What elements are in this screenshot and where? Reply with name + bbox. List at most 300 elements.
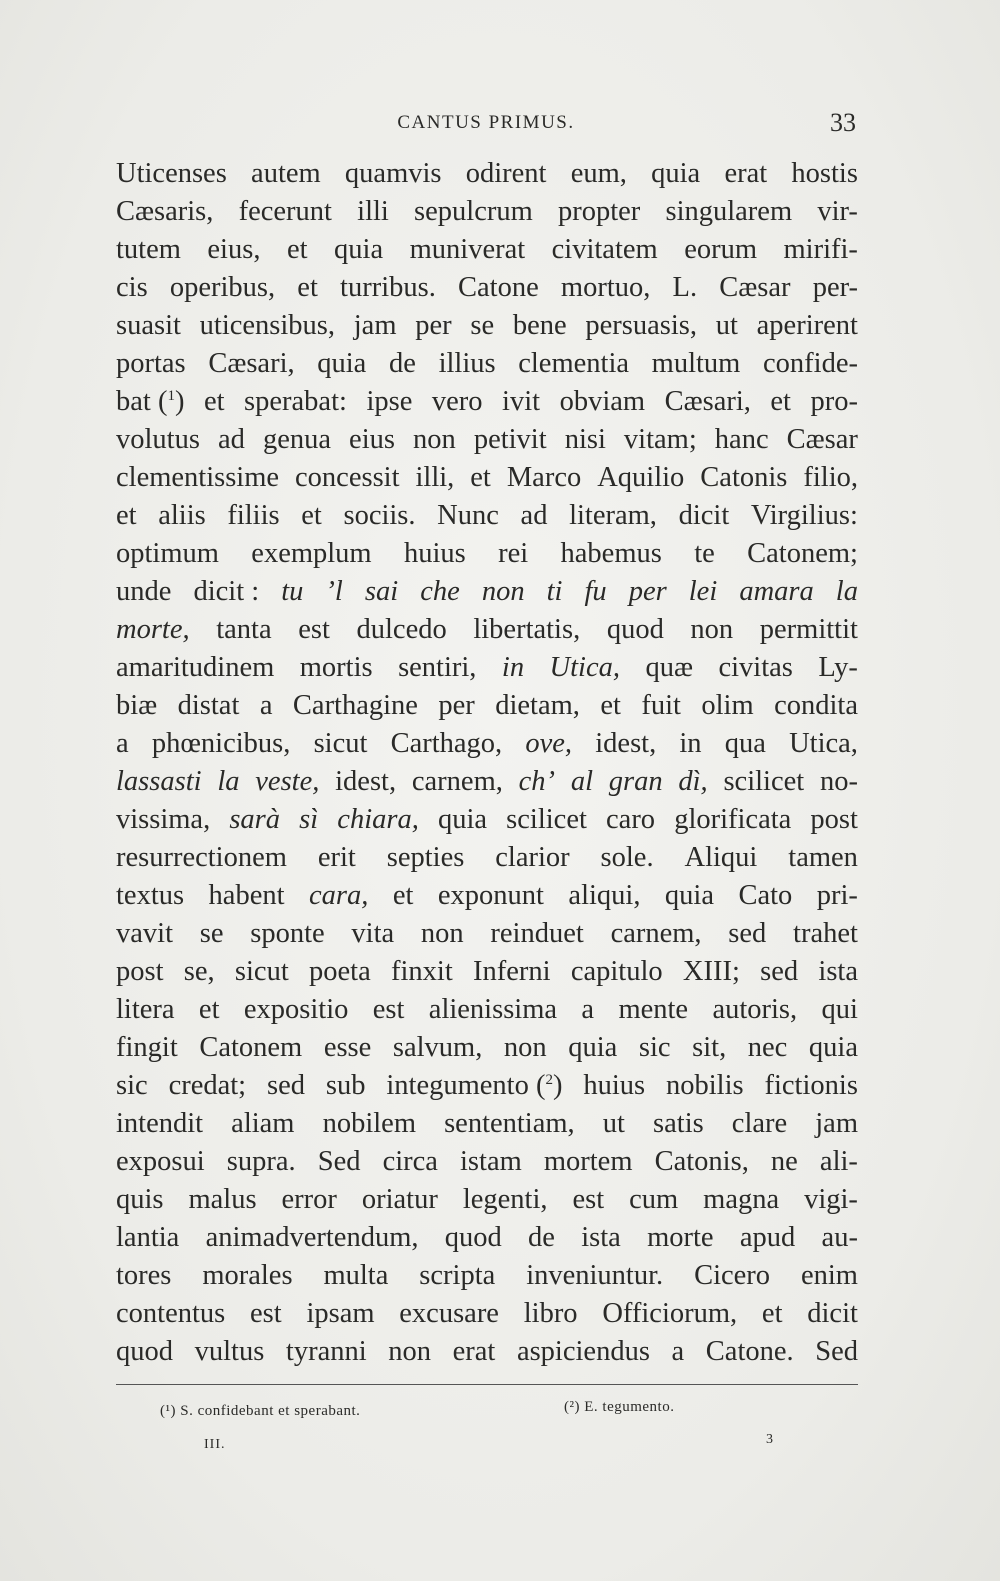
text-line xyxy=(116,1105,858,1143)
word: non xyxy=(388,1336,431,1367)
word: autoris, xyxy=(712,994,798,1025)
word: Catone. xyxy=(705,1336,794,1367)
word: persuasis, xyxy=(585,310,698,341)
word: a xyxy=(259,690,273,721)
word: sperabat: xyxy=(244,386,347,417)
word: septies xyxy=(386,842,465,873)
word: literam, xyxy=(569,500,657,531)
word: Cæsaris, xyxy=(116,196,214,227)
word: Sed xyxy=(317,1146,361,1177)
word: lantia xyxy=(116,1222,180,1253)
word: carnem, xyxy=(411,766,503,797)
word: volutus xyxy=(116,424,200,455)
word: fecerunt xyxy=(238,196,332,227)
text-line xyxy=(116,497,858,535)
word: veste, xyxy=(255,766,320,797)
word: nisi xyxy=(564,424,606,455)
word: sic xyxy=(638,1032,671,1063)
word: mirifi- xyxy=(783,234,858,265)
word: sepulcrum xyxy=(414,196,533,227)
word: et xyxy=(392,880,414,911)
word: quia xyxy=(568,1032,618,1063)
word: pri- xyxy=(816,880,858,911)
word: resurrectionem xyxy=(116,842,287,873)
word: vitam; xyxy=(623,424,697,455)
word: est xyxy=(250,1298,282,1329)
word: vero xyxy=(431,386,483,417)
word: permittit xyxy=(759,614,858,645)
word: Uticenses xyxy=(116,158,227,189)
word: non xyxy=(420,918,464,949)
text-line xyxy=(116,915,858,953)
word: filio, xyxy=(803,462,858,493)
word: pro- xyxy=(810,386,858,417)
text-line xyxy=(116,1143,858,1181)
word: quod xyxy=(116,1336,173,1367)
word: dicit xyxy=(807,1298,858,1329)
word: Utica, xyxy=(549,652,620,683)
text-line xyxy=(116,1181,858,1219)
word: fictionis xyxy=(764,1070,858,1101)
word: ti xyxy=(546,576,563,607)
word: integumento ($^2$) xyxy=(386,1070,563,1101)
word: bat ($^1$) xyxy=(116,386,185,417)
word: et xyxy=(203,386,225,417)
word: vavit xyxy=(116,918,173,949)
word: scilicet xyxy=(506,804,587,835)
word: propter xyxy=(557,196,641,227)
word: sarà xyxy=(229,804,281,835)
word: et xyxy=(600,690,621,721)
word: Cæsari, xyxy=(664,386,751,417)
word: dicit xyxy=(678,500,730,531)
word: sic xyxy=(116,1070,148,1101)
word: sole. xyxy=(600,842,654,873)
word: Sed xyxy=(815,1336,858,1367)
word: vir- xyxy=(817,196,858,227)
text-line xyxy=(116,1295,858,1333)
word: Cæsar xyxy=(786,424,858,455)
word: Catonis xyxy=(700,462,788,493)
word: tanta xyxy=(216,614,272,645)
word: erit xyxy=(317,842,356,873)
word: ipsam xyxy=(306,1298,375,1329)
word: tamen xyxy=(788,842,858,873)
word: sed xyxy=(728,918,767,949)
word: quæ xyxy=(645,652,693,683)
footnote-marker: 2 xyxy=(545,1072,553,1088)
word: sponte xyxy=(250,918,325,949)
word: in xyxy=(501,652,525,683)
word: exemplum xyxy=(251,538,372,569)
text-line xyxy=(116,877,858,915)
text-line xyxy=(116,649,858,687)
text-line xyxy=(116,611,858,649)
word: quod xyxy=(606,614,664,645)
word: Ly- xyxy=(818,652,858,683)
word: ut xyxy=(602,1108,625,1139)
word: exponunt xyxy=(437,880,544,911)
word: salvum, xyxy=(392,1032,483,1063)
word: tyranni xyxy=(285,1336,367,1367)
text-line xyxy=(116,1257,858,1295)
text-line xyxy=(116,573,858,611)
word: Catonem; xyxy=(747,538,858,569)
word: quia xyxy=(334,234,384,265)
word: mortis xyxy=(299,652,373,683)
word: eius xyxy=(349,424,395,455)
word: aliis xyxy=(158,500,206,531)
word: Catone xyxy=(458,272,539,303)
word: sociis. xyxy=(343,500,416,531)
word: carnem, xyxy=(610,918,702,949)
word: et xyxy=(470,462,491,493)
word: se, xyxy=(183,956,215,987)
word: eius, xyxy=(207,234,261,265)
text-line xyxy=(116,1219,858,1257)
word: esse xyxy=(323,1032,372,1063)
footnote-marker: 1 xyxy=(167,388,175,404)
word: jam xyxy=(815,1108,858,1139)
word: non xyxy=(503,1032,547,1063)
word: circa xyxy=(382,1146,438,1177)
word: eorum xyxy=(684,234,758,265)
word: L. xyxy=(672,272,698,303)
word: aliam xyxy=(231,1108,295,1139)
word: libertatis, xyxy=(473,614,581,645)
word: multum xyxy=(651,348,741,379)
word: Cato xyxy=(738,880,793,911)
text-line xyxy=(116,421,858,459)
word: credat; xyxy=(168,1070,247,1101)
word: portas xyxy=(116,348,186,379)
word: che xyxy=(420,576,460,607)
word: istam xyxy=(460,1146,522,1177)
word: sub xyxy=(325,1070,366,1101)
word: sai xyxy=(364,576,399,607)
word: civitatem xyxy=(551,234,658,265)
footnote-1: (¹) S. confidebant et sperabant. xyxy=(160,1403,361,1419)
word: morales xyxy=(202,1260,293,1291)
word: de xyxy=(528,1222,555,1253)
word: sed xyxy=(266,1070,305,1101)
page-number: 33 xyxy=(830,108,856,137)
word: turribus. xyxy=(340,272,436,303)
word: quis xyxy=(116,1184,164,1215)
word: aperirent xyxy=(756,310,858,341)
word: al xyxy=(570,766,593,797)
word: dulcedo xyxy=(356,614,447,645)
word: genua xyxy=(262,424,331,455)
word: ali- xyxy=(819,1146,858,1177)
word: te xyxy=(694,538,715,569)
word: Virgilius: xyxy=(750,500,858,531)
word: tu xyxy=(281,576,304,607)
word: capitulo xyxy=(570,956,663,987)
word: au- xyxy=(821,1222,858,1253)
word: alienissima xyxy=(428,994,558,1025)
word: multa xyxy=(323,1260,389,1291)
text-line xyxy=(116,801,858,839)
page-header xyxy=(116,108,856,138)
word: phœnicibus, xyxy=(151,728,291,759)
word: vissima, xyxy=(116,804,211,835)
word: filiis xyxy=(227,500,280,531)
text-line xyxy=(116,535,858,573)
word: dì, xyxy=(678,766,708,797)
word: singularem xyxy=(665,196,793,227)
word: reinduet xyxy=(490,918,584,949)
word: libro xyxy=(523,1298,578,1329)
text-line xyxy=(116,155,858,193)
word: fuit xyxy=(641,690,681,721)
word: ista xyxy=(818,956,858,987)
word: in xyxy=(679,728,702,759)
word: olim xyxy=(701,690,754,721)
word: mortem xyxy=(543,1146,633,1177)
word: quia xyxy=(664,880,714,911)
word: suasit xyxy=(116,310,181,341)
word: Utica, xyxy=(789,728,858,759)
word: sed xyxy=(760,956,799,987)
text-line xyxy=(116,1333,858,1371)
word: la xyxy=(217,766,240,797)
word: hanc xyxy=(714,424,769,455)
word: ad xyxy=(217,424,245,455)
word: vultus xyxy=(194,1336,265,1367)
word: oriatur xyxy=(361,1184,438,1215)
word: petivit xyxy=(473,424,547,455)
word: erat xyxy=(724,158,768,189)
text-line xyxy=(116,763,858,801)
word: illi xyxy=(357,196,389,227)
word: et xyxy=(198,994,220,1025)
word: se xyxy=(470,310,495,341)
word: expositio xyxy=(243,994,349,1025)
word: et xyxy=(761,1298,783,1329)
word: quia xyxy=(317,348,367,379)
word: per- xyxy=(812,272,858,303)
word: fu xyxy=(584,576,607,607)
word: rei xyxy=(498,538,529,569)
word: civitas xyxy=(718,652,793,683)
word: finxit xyxy=(391,956,453,987)
word: ad xyxy=(520,500,548,531)
word: est xyxy=(572,1184,605,1215)
word: a xyxy=(581,994,595,1025)
word: et xyxy=(286,234,308,265)
word: nobilem xyxy=(322,1108,416,1139)
word: aspiciendus xyxy=(516,1336,650,1367)
word: trahet xyxy=(793,918,858,949)
text-line xyxy=(116,193,858,231)
word: aliqui, xyxy=(568,880,641,911)
word: clementissime xyxy=(116,462,280,493)
word: post xyxy=(810,804,858,835)
word: amara xyxy=(739,576,814,607)
word: enim xyxy=(800,1260,858,1291)
word: chiara, xyxy=(337,804,419,835)
word: qua xyxy=(724,728,766,759)
word: concessit xyxy=(295,462,400,493)
running-head: CANTUS PRIMUS. xyxy=(397,112,575,133)
word: sì xyxy=(299,804,319,835)
word: bene xyxy=(512,310,567,341)
word: morte xyxy=(647,1222,714,1253)
word: morte, xyxy=(116,614,190,645)
word: textus xyxy=(116,880,185,911)
word: dicit : xyxy=(193,576,260,607)
word: per xyxy=(628,576,667,607)
word: a xyxy=(116,728,129,759)
text-line xyxy=(116,459,858,497)
word: obviam xyxy=(559,386,646,417)
text-line xyxy=(116,307,858,345)
word: per xyxy=(415,310,452,341)
word: et xyxy=(297,272,318,303)
word: Cæsari, xyxy=(208,348,295,379)
footnote-2: (²) E. tegumento. xyxy=(564,1399,675,1415)
signature-number: 3 xyxy=(766,1432,773,1447)
footnote-rule xyxy=(116,1384,858,1385)
word: odirent xyxy=(465,158,547,189)
word: magna xyxy=(703,1184,780,1215)
word: condita xyxy=(774,690,858,721)
word: glorificata xyxy=(674,804,792,835)
word: excusare xyxy=(399,1298,499,1329)
word: sicut xyxy=(234,956,289,987)
word: ivit xyxy=(502,386,541,417)
word: sicut xyxy=(313,728,368,759)
text-line xyxy=(116,1029,858,1067)
word: ’l xyxy=(325,576,343,607)
text-line xyxy=(116,687,858,725)
word: idest, xyxy=(335,766,397,797)
word: sit, xyxy=(692,1032,727,1063)
word: quia xyxy=(651,158,701,189)
word: cara, xyxy=(308,880,369,911)
word: Cicero xyxy=(694,1260,771,1291)
text-line xyxy=(116,991,858,1029)
word: operibus, xyxy=(169,272,276,303)
word: ove, xyxy=(525,728,573,759)
word: scilicet xyxy=(723,766,805,797)
word: se xyxy=(199,918,224,949)
text-line xyxy=(116,345,858,383)
word: non xyxy=(413,424,456,455)
word: unde xyxy=(116,576,172,607)
word: illius xyxy=(438,348,496,379)
text-line xyxy=(116,953,858,991)
text-line xyxy=(116,1067,858,1105)
word: nec xyxy=(747,1032,788,1063)
word: et xyxy=(770,386,791,417)
word: est xyxy=(298,614,330,645)
word: mortuo, xyxy=(560,272,651,303)
word: post xyxy=(116,956,164,987)
word: non xyxy=(690,614,734,645)
word: ista xyxy=(581,1222,621,1253)
word: uticensibus, xyxy=(199,310,336,341)
word: Catonem xyxy=(199,1032,303,1063)
word: Cæsar xyxy=(719,272,791,303)
word: Inferni xyxy=(473,956,551,987)
word: lei xyxy=(688,576,718,607)
word: eum, xyxy=(570,158,627,189)
word: muniverat xyxy=(409,234,526,265)
word: sententiam, xyxy=(444,1108,575,1139)
word: Aliqui xyxy=(684,842,758,873)
word: malus xyxy=(188,1184,257,1215)
word: no- xyxy=(819,766,858,797)
word: supra. xyxy=(226,1146,296,1177)
word: optimum xyxy=(116,538,219,569)
word: Carthago, xyxy=(390,728,503,759)
word: mente xyxy=(618,994,689,1025)
word: non xyxy=(481,576,525,607)
word: ne xyxy=(770,1146,798,1177)
word: legenti, xyxy=(462,1184,548,1215)
word: autem xyxy=(251,158,321,189)
word: Nunc xyxy=(437,500,499,531)
word: exposui xyxy=(116,1146,205,1177)
word: vita xyxy=(351,918,395,949)
word: de xyxy=(389,348,416,379)
text-line xyxy=(116,269,858,307)
word: poeta xyxy=(309,956,371,987)
word: ut xyxy=(715,310,738,341)
word: litera xyxy=(116,994,175,1025)
word: apud xyxy=(739,1222,796,1253)
word: clementia xyxy=(518,348,630,379)
word: Catonis, xyxy=(654,1146,749,1177)
word: gran xyxy=(608,766,663,797)
text-line xyxy=(116,725,858,763)
word: nobilis xyxy=(666,1070,744,1101)
word: et xyxy=(301,500,322,531)
word: Marco xyxy=(506,462,582,493)
word: habent xyxy=(208,880,285,911)
word: quamvis xyxy=(344,158,442,189)
word: distat xyxy=(177,690,240,721)
word: clare xyxy=(731,1108,788,1139)
word: a xyxy=(671,1336,685,1367)
word: clarior xyxy=(495,842,570,873)
word: fingit xyxy=(116,1032,178,1063)
word: habemus xyxy=(560,538,662,569)
word: ch’ xyxy=(518,766,556,797)
word: XIII; xyxy=(682,956,740,987)
word: huius xyxy=(403,538,466,569)
word: amaritudinem xyxy=(116,652,275,683)
signature-mark: III. xyxy=(204,1437,226,1452)
word: biæ xyxy=(116,690,158,721)
word: inveniuntur. xyxy=(526,1260,664,1291)
text-line xyxy=(116,839,858,877)
word: idest, xyxy=(595,728,657,759)
word: lassasti xyxy=(116,766,202,797)
word: tores xyxy=(116,1260,172,1291)
text-line xyxy=(116,383,858,421)
word: scripta xyxy=(419,1260,496,1291)
word: ipse xyxy=(366,386,413,417)
word: vigi- xyxy=(804,1184,858,1215)
word: per xyxy=(438,690,475,721)
word: satis xyxy=(653,1108,704,1139)
word: intendit xyxy=(116,1108,204,1139)
word: jam xyxy=(353,310,397,341)
word: huius xyxy=(583,1070,646,1101)
